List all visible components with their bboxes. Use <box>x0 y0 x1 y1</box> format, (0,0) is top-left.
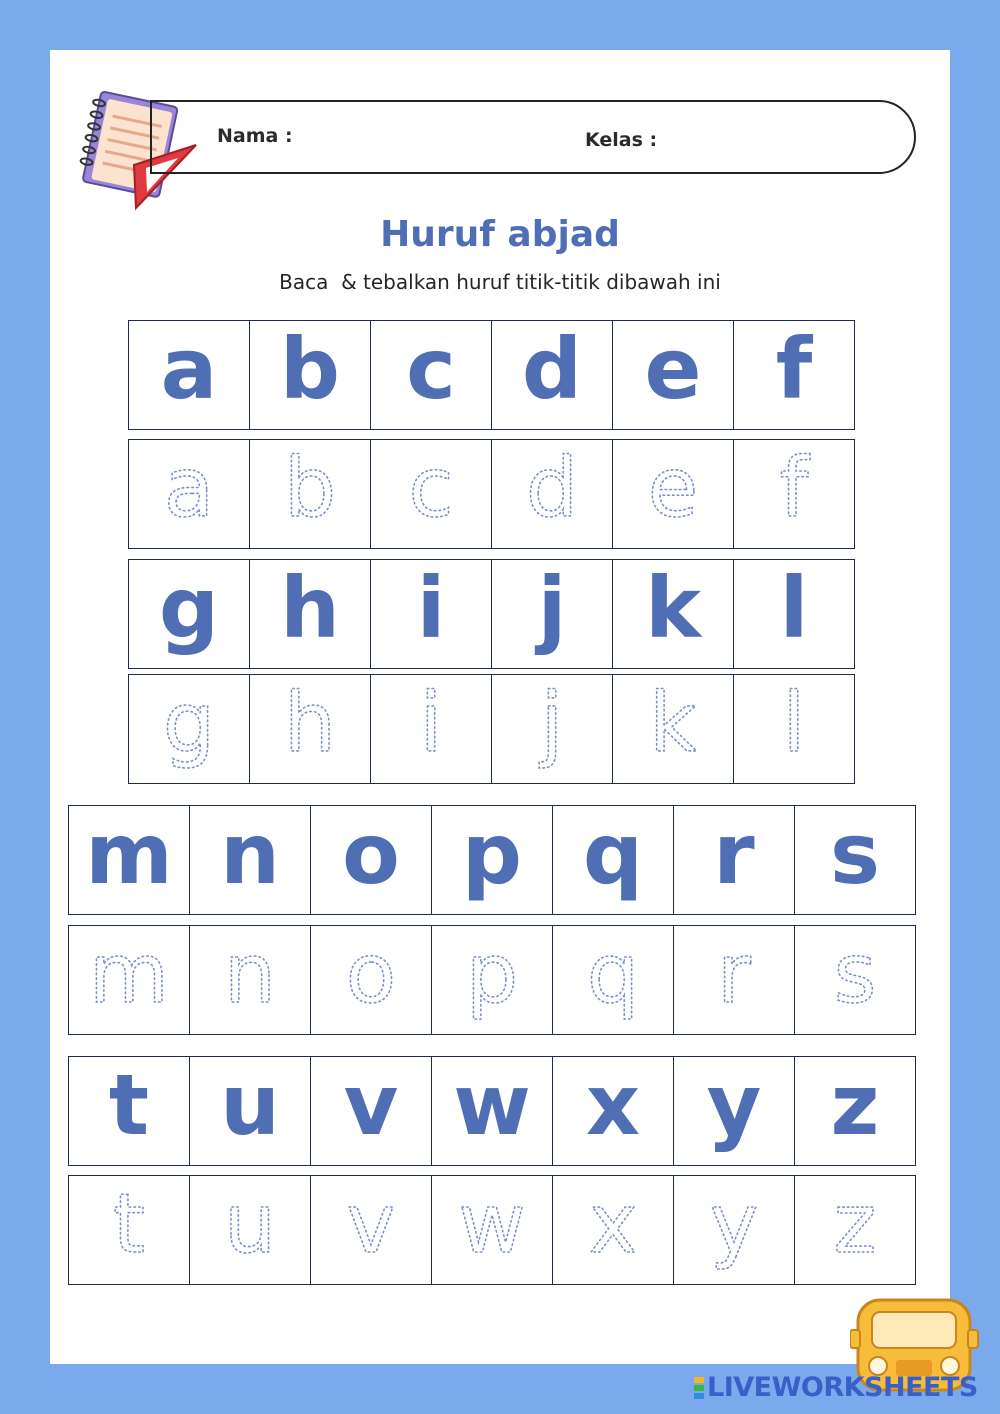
letter-row-7 <box>68 1056 915 1166</box>
traceable-letter-r: r <box>717 927 751 1022</box>
letter-o: o <box>342 805 400 903</box>
trace-cell-s[interactable] <box>794 925 916 1035</box>
letter-cell-l <box>733 559 855 669</box>
tracing-row-4 <box>128 674 854 784</box>
tracing-row-2 <box>128 439 854 549</box>
letter-y: y <box>706 1056 762 1154</box>
letter-cell-p <box>431 805 553 915</box>
letter-x: x <box>585 1056 641 1154</box>
traceable-letter-p: p <box>465 927 519 1022</box>
traceable-letter-b: b <box>283 441 337 536</box>
traceable-letter-z: z <box>833 1177 877 1272</box>
trace-cell-j[interactable] <box>491 674 613 784</box>
letter-cell-x <box>552 1056 674 1166</box>
letter-cell-v <box>310 1056 432 1166</box>
name-label: Nama : <box>217 125 293 147</box>
letter-cell-j <box>491 559 613 669</box>
trace-cell-v[interactable] <box>310 1175 432 1285</box>
traceable-letter-n: n <box>224 927 276 1022</box>
letter-cell-a <box>128 320 250 430</box>
letter-n: n <box>220 805 280 903</box>
letter-j: j <box>537 559 567 657</box>
brand-text: LIVEWORKSHEETS <box>707 1372 978 1403</box>
letter-p: p <box>461 805 523 903</box>
trace-cell-p[interactable] <box>431 925 553 1035</box>
letter-cell-e <box>612 320 734 430</box>
letter-cell-o <box>310 805 432 915</box>
letter-q: q <box>582 805 644 903</box>
liveworksheets-logo <box>694 1372 978 1403</box>
letter-row-1 <box>128 320 854 430</box>
tracing-row-8 <box>68 1175 915 1285</box>
trace-cell-a[interactable] <box>128 439 250 549</box>
trace-cell-y[interactable] <box>673 1175 795 1285</box>
trace-cell-u[interactable] <box>189 1175 311 1285</box>
traceable-letter-g: g <box>162 676 216 771</box>
letter-cell-c <box>370 320 492 430</box>
traceable-letter-x: x <box>588 1177 638 1272</box>
traceable-letter-c: c <box>408 441 454 536</box>
trace-cell-l[interactable] <box>733 674 855 784</box>
trace-cell-c[interactable] <box>370 439 492 549</box>
letter-s: s <box>830 805 880 903</box>
letter-row-5 <box>68 805 915 915</box>
traceable-letter-i: i <box>419 676 443 771</box>
trace-cell-b[interactable] <box>249 439 371 549</box>
trace-cell-o[interactable] <box>310 925 432 1035</box>
letter-cell-u <box>189 1056 311 1166</box>
letter-f: f <box>775 320 813 418</box>
traceable-letter-s: s <box>833 927 877 1022</box>
letter-cell-f <box>733 320 855 430</box>
traceable-letter-o: o <box>345 927 397 1022</box>
letter-cell-s <box>794 805 916 915</box>
letter-r: r <box>713 805 755 903</box>
letter-w: w <box>453 1056 531 1154</box>
letter-a: a <box>160 320 218 418</box>
letter-k: k <box>645 559 701 657</box>
trace-cell-n[interactable] <box>189 925 311 1035</box>
letter-d: d <box>521 320 583 418</box>
letter-c: c <box>406 320 456 418</box>
letter-cell-g <box>128 559 250 669</box>
logo-mark-icon <box>694 1376 704 1400</box>
tracing-row-6 <box>68 925 915 1035</box>
letter-z: z <box>830 1056 880 1154</box>
traceable-letter-v: v <box>346 1177 396 1272</box>
letter-cell-d <box>491 320 613 430</box>
letter-cell-k <box>612 559 734 669</box>
letter-u: u <box>220 1056 280 1154</box>
letter-cell-n <box>189 805 311 915</box>
letter-l: l <box>779 559 809 657</box>
letter-m: m <box>85 805 173 903</box>
trace-cell-i[interactable] <box>370 674 492 784</box>
letter-cell-i <box>370 559 492 669</box>
trace-cell-x[interactable] <box>552 1175 674 1285</box>
traceable-letter-k: k <box>649 676 697 771</box>
trace-cell-q[interactable] <box>552 925 674 1035</box>
traceable-letter-f: f <box>779 441 809 536</box>
letter-cell-y <box>673 1056 795 1166</box>
traceable-letter-t: t <box>112 1177 146 1272</box>
letter-v: v <box>343 1056 399 1154</box>
traceable-letter-e: e <box>647 441 699 536</box>
letter-b: b <box>279 320 341 418</box>
traceable-letter-l: l <box>782 676 806 771</box>
letter-cell-h <box>249 559 371 669</box>
trace-cell-k[interactable] <box>612 674 734 784</box>
traceable-letter-d: d <box>525 441 579 536</box>
letter-cell-w <box>431 1056 553 1166</box>
traceable-letter-a: a <box>163 441 215 536</box>
trace-cell-h[interactable] <box>249 674 371 784</box>
letter-e: e <box>644 320 702 418</box>
traceable-letter-m: m <box>89 927 169 1022</box>
trace-cell-e[interactable] <box>612 439 734 549</box>
letter-g: g <box>158 559 220 657</box>
trace-cell-g[interactable] <box>128 674 250 784</box>
traceable-letter-u: u <box>224 1177 276 1272</box>
trace-cell-z[interactable] <box>794 1175 916 1285</box>
traceable-letter-q: q <box>586 927 640 1022</box>
letter-cell-z <box>794 1056 916 1166</box>
trace-cell-d[interactable] <box>491 439 613 549</box>
traceable-letter-w: w <box>458 1177 526 1272</box>
letter-cell-m <box>68 805 190 915</box>
traceable-letter-y: y <box>709 1177 759 1272</box>
trace-cell-f[interactable] <box>733 439 855 549</box>
trace-cell-r[interactable] <box>673 925 795 1035</box>
trace-cell-m[interactable] <box>68 925 190 1035</box>
letter-h: h <box>280 559 340 657</box>
traceable-letter-j: j <box>540 676 564 771</box>
letter-cell-b <box>249 320 371 430</box>
class-label: Kelas : <box>585 129 658 151</box>
instruction-text: Baca & tebalkan huruf titik-titik dibawah ini <box>279 270 721 294</box>
traceable-letter-h: h <box>284 676 336 771</box>
trace-cell-t[interactable] <box>68 1175 190 1285</box>
letter-row-3 <box>128 559 854 669</box>
letter-cell-t <box>68 1056 190 1166</box>
letter-cell-q <box>552 805 674 915</box>
letter-i: i <box>416 559 446 657</box>
letter-t: t <box>108 1056 150 1154</box>
page-title: Huruf abjad <box>380 214 620 255</box>
trace-cell-w[interactable] <box>431 1175 553 1285</box>
letter-cell-r <box>673 805 795 915</box>
